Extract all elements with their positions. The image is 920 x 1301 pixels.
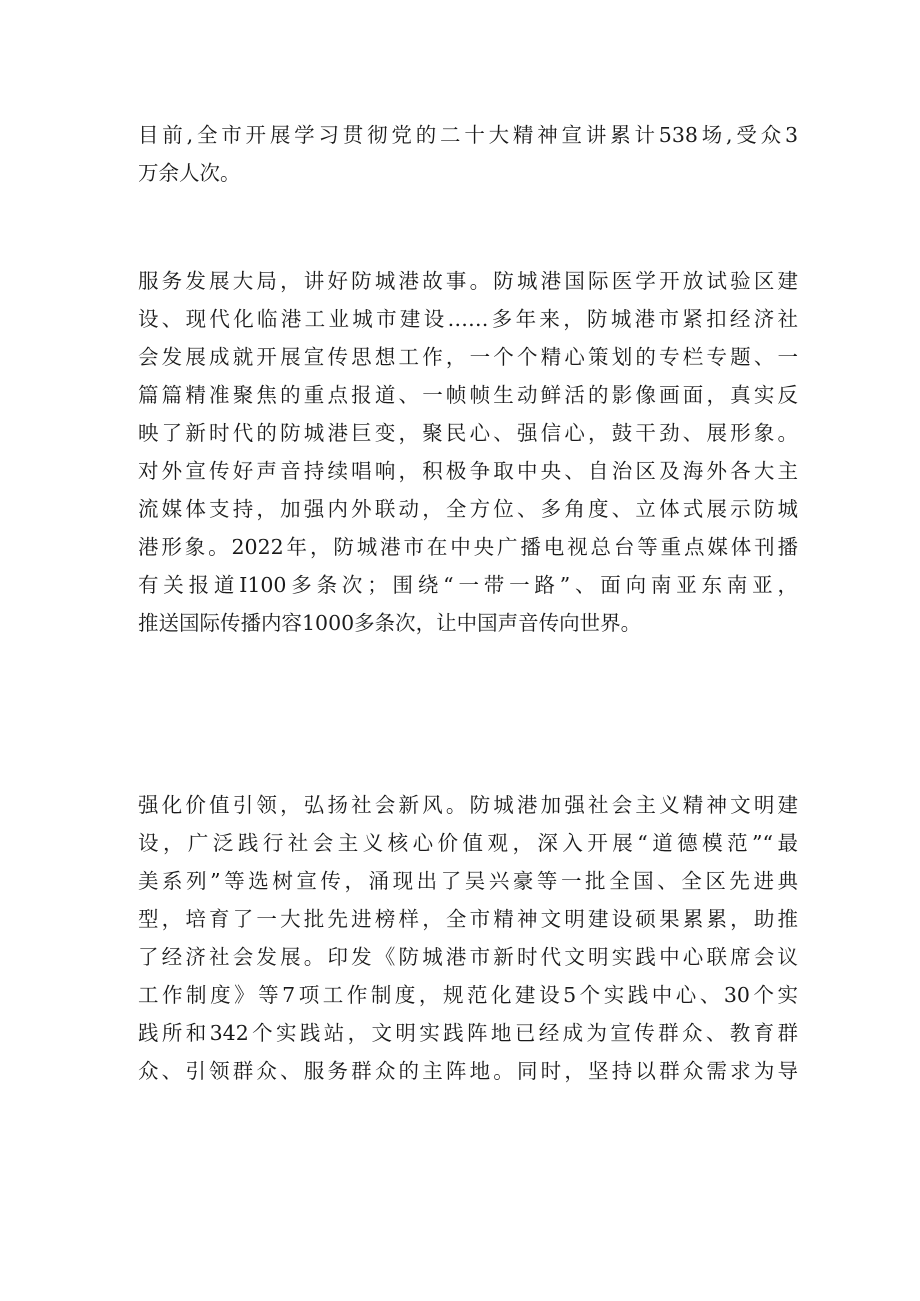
text-line: 港形象。2022年，防城港市在中央广播电视总台等重点媒体刊播 xyxy=(138,535,798,559)
text-line: 推送国际传播内容1000多条次，让中国声音传向世界。 xyxy=(138,611,642,635)
text-line: 流媒体支持，加强内外联动，全方位、多角度、立体式展示防城 xyxy=(138,497,798,521)
text-line: 篇篇精准聚焦的重点报道、一帧帧生动鲜活的影像画面，真实反 xyxy=(138,383,798,407)
text-line: 服务发展大局，讲好防城港故事。防城港国际医学开放试验区建 xyxy=(138,269,798,293)
text-line: 设，广泛践行社会主义核心价值观，深入开展“道德模范”“最 xyxy=(138,831,798,855)
text-line: 设、现代化临港工业城市建设……多年来，防城港市紧扣经济社 xyxy=(138,307,798,331)
text-line: 会发展成就开展宣传思想工作，一个个精心策划的专栏专题、一 xyxy=(138,345,798,369)
text-line: 了经济社会发展。印发《防城港市新时代文明实践中心联席会议 xyxy=(138,945,798,969)
text-line: 美系列”等选树宣传，涌现出了吴兴豪等一批全国、全区先进典 xyxy=(138,869,798,893)
text-line: 强化价值引领，弘扬社会新风。防城港加强社会主义精神文明建 xyxy=(138,793,798,817)
text-line: 工作制度》等7项工作制度，规范化建设5个实践中心、30个实 xyxy=(138,983,798,1007)
text-line: 型，培育了一大批先进榜样，全市精神文明建设硕果累累，助推 xyxy=(138,907,798,931)
text-line: 映了新时代的防城港巨变，聚民心、强信心，鼓干劲、展形象。 xyxy=(138,421,798,445)
text-line: 有关报道I100多条次；围绕“一带一路”、面向南亚东南亚， xyxy=(138,573,798,597)
text-line: 目前,全市开展学习贯彻党的二十大精神宣讲累计538场,受众3 xyxy=(138,123,798,147)
text-line: 众、引领群众、服务群众的主阵地。同时，坚持以群众需求为导 xyxy=(138,1059,798,1083)
text-line: 践所和342个实践站，文明实践阵地已经成为宣传群众、教育群 xyxy=(138,1021,798,1045)
paragraph-1 xyxy=(138,116,798,192)
text-line: 对外宣传好声音持续唱响，积极争取中央、自治区及海外各大主 xyxy=(138,459,798,483)
paragraph-2 xyxy=(138,262,798,642)
text-line: 万余人次。 xyxy=(138,161,241,185)
paragraph-3 xyxy=(138,786,798,1090)
